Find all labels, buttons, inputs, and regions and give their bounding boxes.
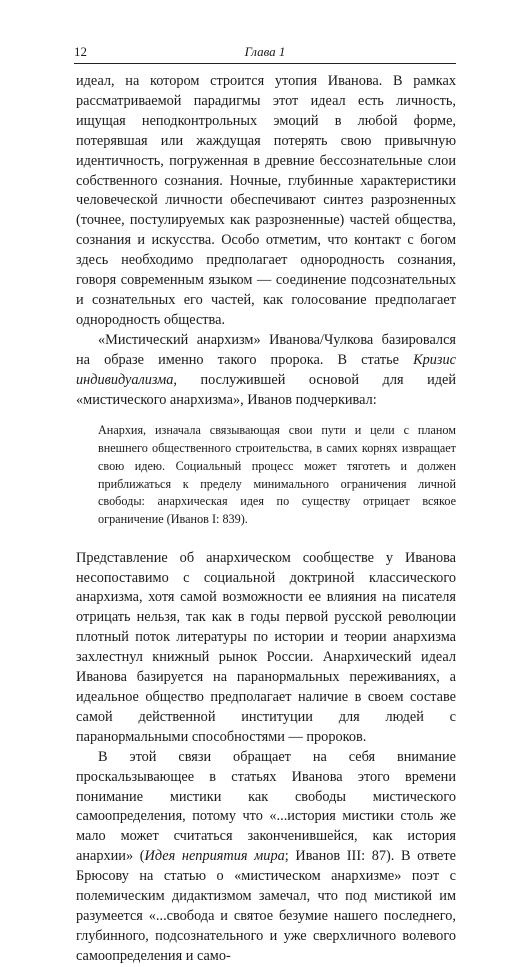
paragraph-3: Представление об анархическом сообществе у Иванова несопоставимо с социальной доктриной классического анархизма, хотя самой возможности ее влияния на писателя отрицать нельзя, так как в годы первой русской революции плотный поток литературы по истории и теории анархизма захлестнул книжный рынок России. Анархический идеал Иванова базируется на паранормальных переживаниях, а идеальное общество предполагает наличие в своем составе самой действенной институции для людей с паранормальными способностями — пророков. [76,549,456,745]
chapter-title: Глава 1 [244,44,286,59]
paragraph-4 [76,748,456,967]
block-quote [98,422,456,528]
paragraph-2-text-b: , послужившей основой для идей «мистического анархизма», Иванов подчеркивал: [76,371,456,408]
block-quote-text: Анархия, изначала связывающая свои пути и цели с планом внешнего общественного строительства, в самих корнях извращает свою идею. Социальный процесс может тяготеть и должен приближаться к пределу минимального ограничения личной свободы: анархическая идея по существу отрицает всякое ограничение (Иванов I: 839). [98,423,456,526]
paragraph-2-text-a: «Мистический анархизм» Иванова/Чулкова базировался на образе именно такого пророка. В статье [76,331,456,368]
header-rule [74,63,456,64]
paragraph-1: идеал, на котором строится утопия Иванова. В рамках рассматриваемой парадигмы этот идеал есть личность, ищущая неподконтрольных эмоций в любой форме, потерявшая или жаждущая потерять свою привычную идентичность, погруженная в древние бессознательные слои собственного сознания. Ночные, глубинные характеристики человеческой личности обеспечивают синтез разрозненных (точнее, постулируемых как разрозненные) частей общества, сознания и искусства. Особо отметим, что контакт с богом здесь необходимо предполагает однородность сознания, говоря современным языком — соединение подсознательных и сознательных его частей, как голосование предполагает однородность общества. [76,73,456,328]
work-title-idea: Идея неприятия мира [144,848,285,865]
paragraph-4-text-b: ; Иванов III: 87). В ответе Брюсову на статью о «мистическом анархизме» поэт с полемическим дидактизмом замечал, что под мистикой им разумеется «...свобода и святое безумие нашего последнего, глубинного, подсознательного и уже сверхличного волевого самоопределения и само- [76,848,456,964]
work-title-crisis: Кризис индивидуализма [76,351,456,388]
paragraph-4-text-a: В этой связи обращает на себя внимание проскальзывающее в статьях Иванова этого времени понимание мистики как свободы мистического самоопределения, потому что «...история мистики столь же мало может считаться законченившейся, как история анархии» ( [76,748,456,865]
page-number: 12 [74,44,87,59]
body-text [76,72,456,967]
running-header [74,44,456,62]
paragraph-2 [76,331,456,411]
